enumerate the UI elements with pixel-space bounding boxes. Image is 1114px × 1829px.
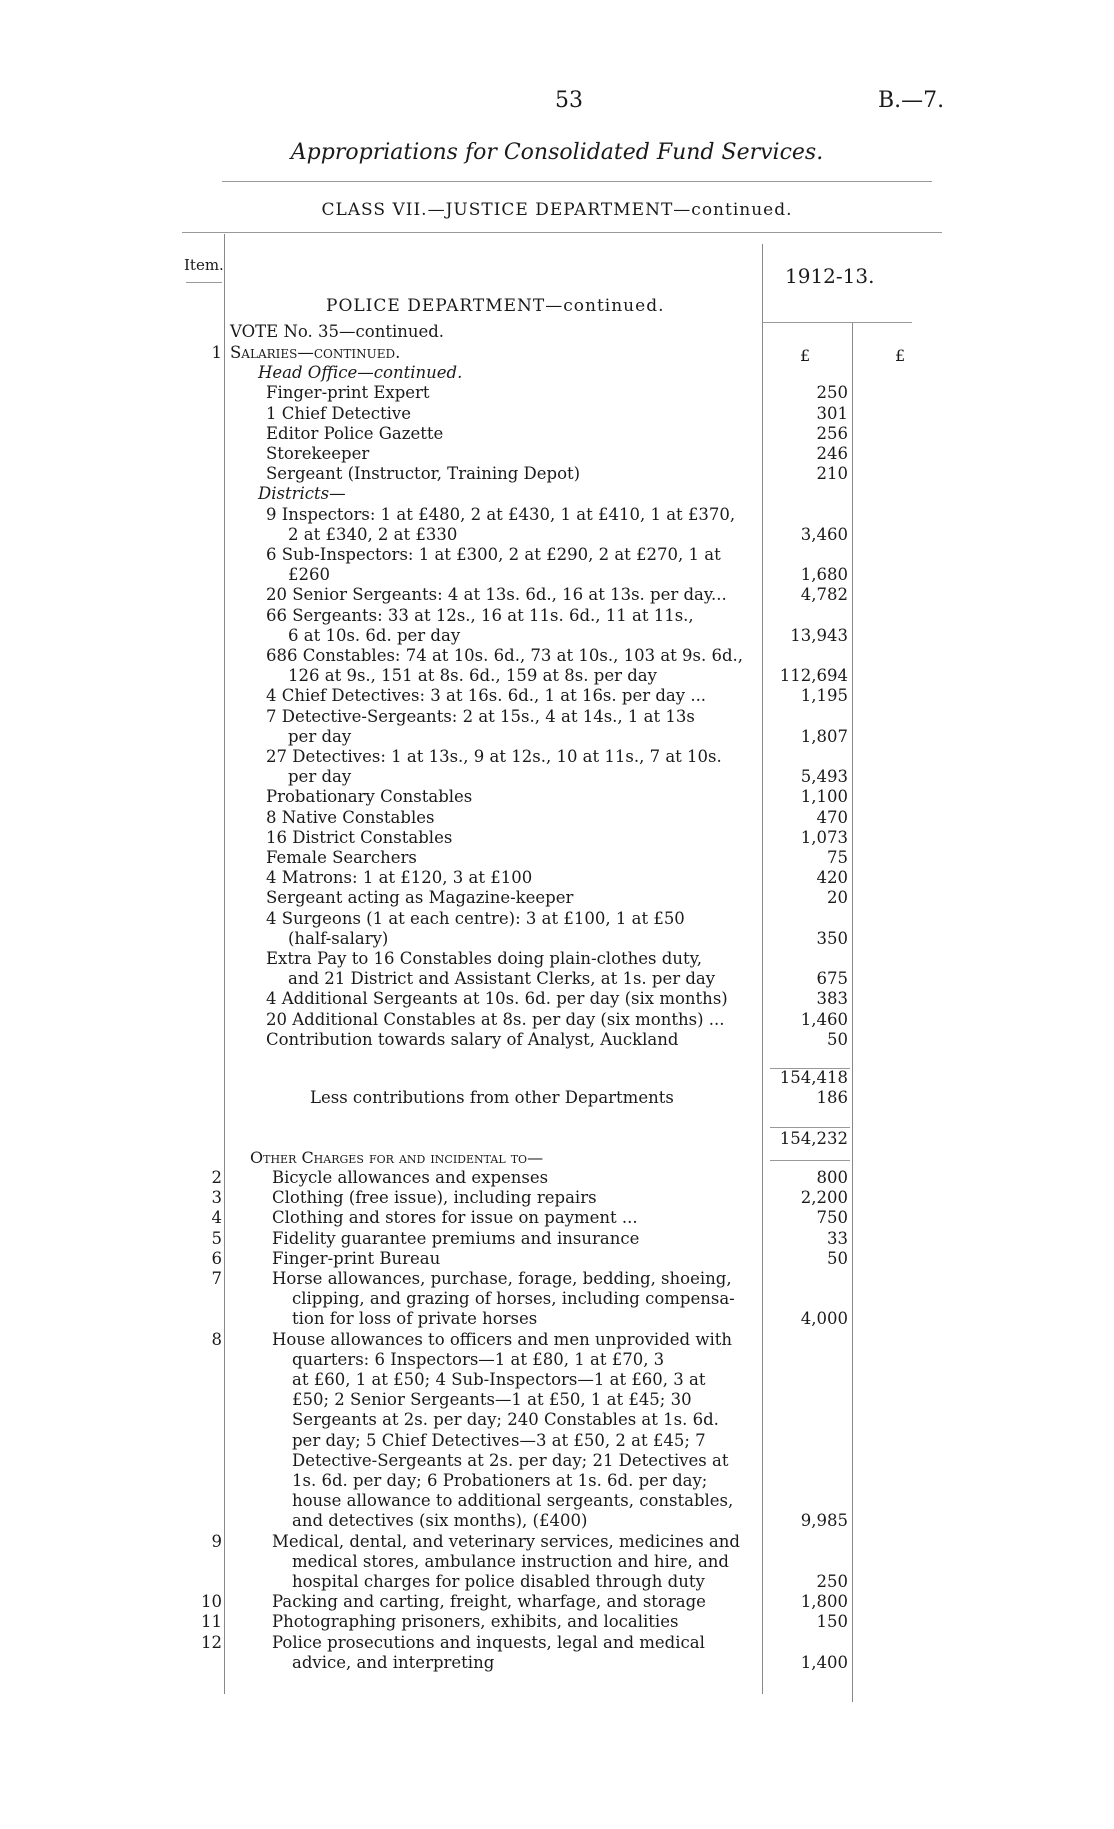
table-row (0, 1633, 1114, 1653)
row-description: Sergeant acting as Magazine-keeper (266, 888, 574, 908)
table-row (0, 1249, 1114, 1269)
row-amount: 420 (816, 868, 848, 888)
row-amount: 20 (827, 888, 848, 908)
row-description: Districts— (258, 484, 346, 504)
row-description: Finger-print Expert (266, 383, 430, 403)
row-description: Sergeant (Instructor, Training Depot) (266, 464, 581, 484)
table-row (0, 666, 1114, 686)
table-row (0, 1572, 1114, 1592)
table-row (0, 424, 1114, 444)
row-description: Storekeeper (266, 444, 370, 463)
row-amount: 1,073 (800, 827, 848, 847)
row-amount: 1,400 (800, 1652, 848, 1672)
table-row (0, 1030, 1114, 1050)
year-header: 1912-13. (785, 264, 875, 288)
row-description: 4 Chief Detectives: 3 at 16s. 6d., 1 at 16s. per day ... (266, 686, 707, 706)
table-row (0, 1410, 1114, 1430)
row-amount: 50 (827, 1248, 848, 1268)
row-description: advice, and interpreting (292, 1652, 495, 1672)
row-description: Medical, dental, and veterinary services, medicines and (272, 1531, 740, 1551)
table-row (0, 1390, 1114, 1410)
item-number: 11 (201, 1612, 222, 1632)
row-description: Salaries—continued. (230, 343, 401, 362)
table-row (0, 505, 1114, 525)
row-amount: 250 (816, 1572, 848, 1591)
row-description: house allowance to additional sergeants, constables, (292, 1491, 734, 1511)
net-total-rule (770, 1127, 850, 1128)
table-row (0, 909, 1114, 929)
vote-heading: VOTE No. 35—continued. (230, 322, 445, 341)
item-number: 7 (211, 1269, 222, 1288)
row-description: Bicycle allowances and expenses (272, 1168, 549, 1187)
row-description: 16 District Constables (266, 827, 453, 847)
table-row (0, 747, 1114, 767)
table-row (0, 404, 1114, 424)
table-row (0, 626, 1114, 646)
table-row (0, 1592, 1114, 1612)
row-description: Finger-print Bureau (272, 1248, 441, 1268)
item-number: 8 (211, 1329, 222, 1349)
row-description: 6 Sub-Inspectors: 1 at £300, 2 at £290, 2 at £270, 1 at (266, 545, 721, 564)
page-number: 53 (555, 88, 583, 113)
row-description: Probationary Constables (266, 787, 473, 807)
document-reference: B.—7. (878, 88, 945, 113)
table-row (0, 1188, 1114, 1208)
item-number: 6 (211, 1248, 222, 1268)
row-amount: 350 (816, 928, 848, 948)
row-description: tion for loss of private horses (292, 1309, 538, 1329)
row-description: 686 Constables: 74 at 10s. 6d., 73 at 10s., 103 at 9s. 6d., (266, 646, 744, 665)
class-heading: CLASS VII.—JUSTICE DEPARTMENT—continued. (321, 200, 793, 220)
table-row (0, 1309, 1114, 1329)
row-amount: 470 (816, 807, 848, 827)
table-row (0, 565, 1114, 585)
table-row (0, 343, 1114, 363)
row-description: quarters: 6 Inspectors—1 at £80, 1 at £70, 3 (292, 1349, 665, 1369)
less-contributions-amount: 186 (816, 1088, 848, 1107)
row-amount: 256 (816, 423, 848, 443)
row-description: per day (288, 767, 352, 787)
item-column-header: Item. (184, 256, 224, 274)
row-amount: 250 (816, 383, 848, 403)
row-description: 4 Surgeons (1 at each centre): 3 at £100, 1 at £50 (266, 908, 685, 928)
other-charges-heading: Other Charges for and incidental to— (250, 1148, 544, 1167)
section-title: POLICE DEPARTMENT—continued. (326, 296, 665, 316)
row-amount: 210 (816, 464, 848, 484)
row-description: 8 Native Constables (266, 807, 435, 827)
row-amount: 9,985 (800, 1511, 848, 1531)
table-row (0, 585, 1114, 605)
row-description: 20 Senior Sergeants: 4 at 13s. 6d., 16 at 13s. per day... (266, 585, 727, 605)
table-row (0, 808, 1114, 828)
row-description: 9 Inspectors: 1 at £480, 2 at £430, 1 at £410, 1 at £370, (266, 504, 736, 524)
row-description: Sergeants at 2s. per day; 240 Constables at 1s. 6d. (292, 1410, 719, 1430)
row-amount: 5,493 (800, 767, 848, 787)
table-row (0, 989, 1114, 1009)
currency-symbol-col1: £ (800, 346, 811, 365)
row-amount: 750 (816, 1208, 848, 1228)
table-row (0, 969, 1114, 989)
table-row (0, 1451, 1114, 1471)
row-description: Head Office—continued. (258, 363, 463, 383)
table-row (0, 1168, 1114, 1188)
row-description: clipping, and grazing of horses, including compensa- (292, 1289, 735, 1309)
row-amount: 246 (816, 444, 848, 463)
item-number: 10 (201, 1592, 222, 1612)
table-row (0, 1491, 1114, 1511)
row-description: 4 Additional Sergeants at 10s. 6d. per day (six months) (266, 989, 728, 1009)
table-row (0, 787, 1114, 807)
row-description: Photographing prisoners, exhibits, and localities (272, 1612, 679, 1632)
item-number: 2 (211, 1168, 222, 1187)
table-row (0, 444, 1114, 464)
row-amount: 150 (816, 1612, 848, 1632)
table-row (0, 1289, 1114, 1309)
row-amount: 383 (816, 989, 848, 1009)
row-description: 66 Sergeants: 33 at 12s., 16 at 11s. 6d., 11 at 11s., (266, 605, 694, 625)
row-description: Horse allowances, purchase, forage, bedding, shoeing, (272, 1269, 732, 1288)
table-row (0, 1330, 1114, 1350)
year-rule (762, 322, 912, 323)
table-row (0, 767, 1114, 787)
row-description: Extra Pay to 16 Constables doing plain-clothes duty, (266, 949, 702, 968)
row-amount: 13,943 (790, 625, 848, 645)
row-description: 1s. 6d. per day; 6 Probationers at 1s. 6d. per day; (292, 1471, 708, 1490)
row-amount: 1,807 (800, 726, 848, 746)
table-row (0, 383, 1114, 403)
row-description: 6 at 10s. 6d. per day (288, 625, 461, 645)
row-description: £50; 2 Senior Sergeants—1 at £50, 1 at £45; 30 (292, 1390, 692, 1410)
row-description: 126 at 9s., 151 at 8s. 6d., 159 at 8s. per day (288, 666, 657, 686)
item-number: 3 (211, 1188, 222, 1208)
row-description: 2 at £340, 2 at £330 (288, 524, 458, 544)
table-row (0, 1350, 1114, 1370)
table-row (0, 929, 1114, 949)
row-amount: 1,195 (800, 686, 848, 706)
item-number: 4 (211, 1208, 222, 1228)
row-description: 7 Detective-Sergeants: 2 at 15s., 4 at 14s., 1 at 13s (266, 706, 695, 726)
table-row (0, 525, 1114, 545)
row-description: Clothing and stores for issue on payment ... (272, 1208, 638, 1228)
table-row (0, 868, 1114, 888)
table-row (0, 707, 1114, 727)
row-description: per day; 5 Chief Detectives—3 at £50, 2 at £45; 7 (292, 1430, 706, 1450)
row-amount: 50 (827, 1029, 848, 1049)
table-row (0, 1552, 1114, 1572)
table-row (0, 1532, 1114, 1552)
row-amount: 301 (816, 403, 848, 423)
table-row (0, 949, 1114, 969)
row-amount: 4,000 (800, 1309, 848, 1329)
table-row (0, 1612, 1114, 1632)
row-amount: 75 (827, 848, 848, 867)
row-description: 20 Additional Constables at 8s. per day (six months) ... (266, 1009, 725, 1029)
table-row (0, 484, 1114, 504)
table-row (0, 727, 1114, 747)
table-row (0, 1653, 1114, 1673)
row-description: Fidelity guarantee premiums and insurance (272, 1228, 640, 1248)
table-row (0, 1511, 1114, 1531)
item-number: 1 (211, 343, 222, 362)
row-amount: 675 (816, 969, 848, 989)
currency-symbol-col2: £ (895, 346, 906, 365)
row-amount: 4,782 (800, 585, 848, 605)
net-total-amount: 154,232 (779, 1129, 848, 1148)
row-description: Detective-Sergeants at 2s. per day; 21 Detectives at (292, 1450, 729, 1470)
table-row (0, 828, 1114, 848)
title-rule (222, 181, 932, 182)
table-row (0, 1431, 1114, 1451)
table-row (0, 646, 1114, 666)
row-description: Editor Police Gazette (266, 423, 444, 443)
item-number: 12 (201, 1632, 222, 1652)
table-row (0, 686, 1114, 706)
row-description: medical stores, ambulance instruction and hire, and (292, 1551, 729, 1571)
row-description: at £60, 1 at £50; 4 Sub-Inspectors—1 at £60, 3 at (292, 1370, 706, 1389)
table-row (0, 848, 1114, 868)
row-description: Contribution towards salary of Analyst, Auckland (266, 1029, 679, 1049)
table-top-rule (182, 232, 942, 233)
row-description: 4 Matrons: 1 at £120, 3 at £100 (266, 868, 533, 888)
table-row (0, 1010, 1114, 1030)
row-description: per day (288, 726, 352, 746)
row-amount: 1,800 (800, 1592, 848, 1612)
table-row (0, 1229, 1114, 1249)
table-row (0, 1370, 1114, 1390)
table-row (0, 606, 1114, 626)
row-amount: 1,680 (800, 565, 848, 585)
table-row (0, 1208, 1114, 1228)
row-description: Packing and carting, freight, wharfage, and storage (272, 1592, 706, 1612)
page-title: Appropriations for Consolidated Fund Services. (290, 140, 824, 165)
item-number: 9 (211, 1531, 222, 1551)
table-row (0, 464, 1114, 484)
row-amount: 1,100 (800, 787, 848, 807)
other-charges-rule (770, 1160, 850, 1161)
row-description: 1 Chief Detective (266, 403, 412, 423)
item-number: 5 (211, 1228, 222, 1248)
table-row (0, 1269, 1114, 1289)
item-header-rule (186, 282, 222, 283)
row-amount: 3,460 (800, 524, 848, 544)
row-description: Police prosecutions and inquests, legal and medical (272, 1632, 705, 1652)
table-row (0, 1471, 1114, 1491)
less-contributions-label: Less contributions from other Departments (310, 1088, 674, 1107)
row-description: 27 Detectives: 1 at 13s., 9 at 12s., 10 at 11s., 7 at 10s. (266, 747, 722, 766)
row-description: Female Searchers (266, 848, 417, 867)
table-row (0, 545, 1114, 565)
row-amount: 33 (827, 1228, 848, 1248)
row-amount: 1,460 (800, 1009, 848, 1029)
row-description: and 21 District and Assistant Clerks, at 1s. per day (288, 969, 716, 989)
table-row (0, 363, 1114, 383)
row-amount: 112,694 (779, 666, 848, 686)
table-row (0, 888, 1114, 908)
row-description: and detectives (six months), (£400) (292, 1511, 588, 1531)
row-description: House allowances to officers and men unprovided with (272, 1329, 732, 1349)
subtotal-amount: 154,418 (779, 1068, 848, 1087)
row-description: hospital charges for police disabled through duty (292, 1572, 705, 1591)
row-description: (half-salary) (288, 928, 389, 948)
row-amount: 2,200 (800, 1188, 848, 1208)
row-description: Clothing (free issue), including repairs (272, 1188, 597, 1208)
row-description: £260 (288, 565, 330, 585)
row-amount: 800 (816, 1168, 848, 1187)
